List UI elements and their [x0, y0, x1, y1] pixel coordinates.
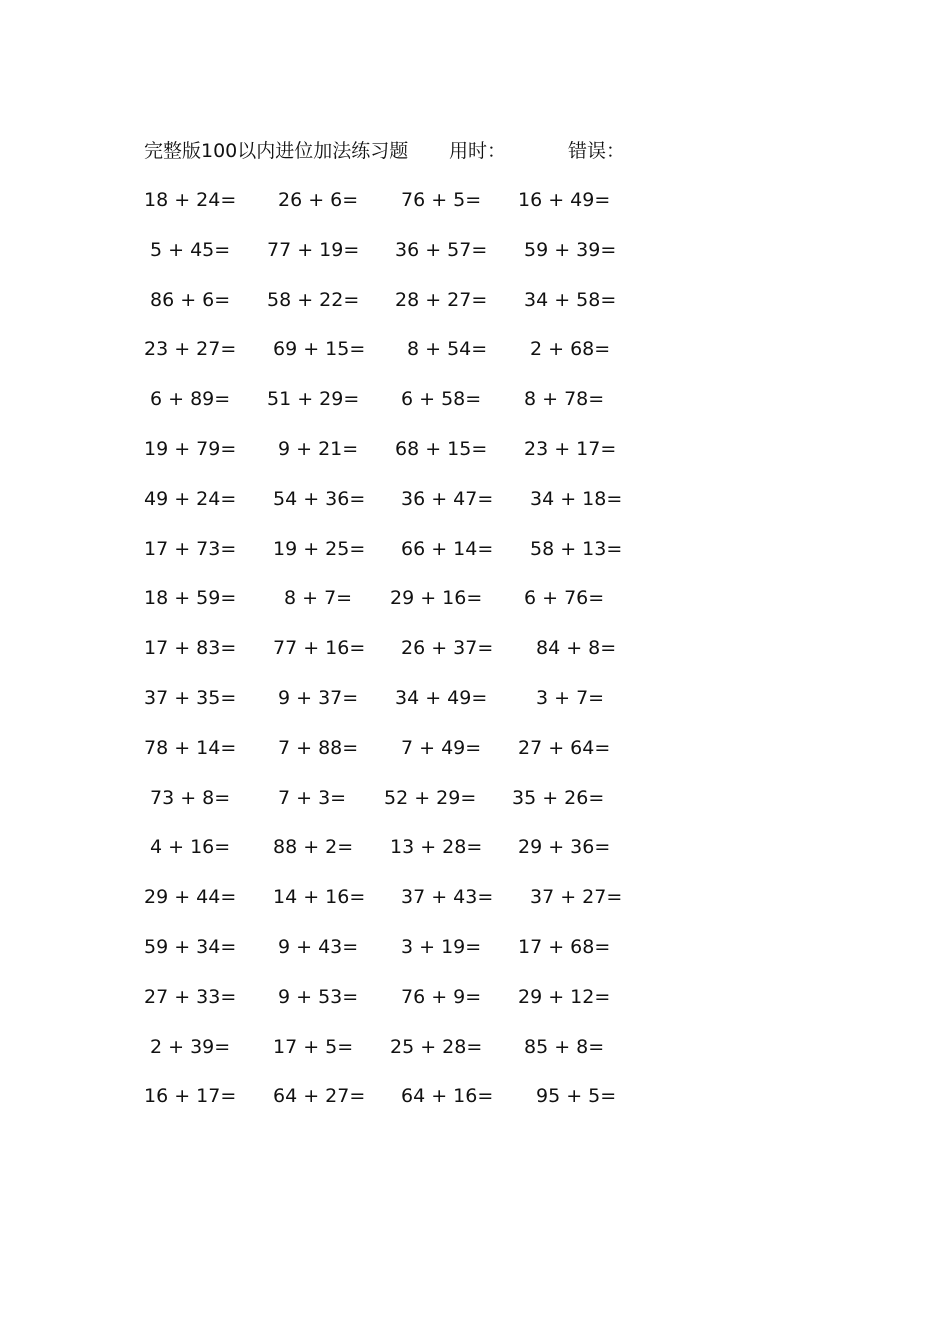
problem-row	[0, 1083, 950, 1133]
problem-row	[0, 585, 950, 635]
addition-problem: 8 + 7=	[284, 587, 353, 610]
addition-problem: 4 + 16=	[150, 836, 231, 859]
worksheet-title: 完整版100以内进位加法练习题	[144, 140, 409, 162]
addition-problem: 3 + 7=	[536, 686, 605, 709]
problem-row	[0, 237, 950, 287]
worksheet-header	[0, 137, 950, 165]
addition-problem: 29 + 16=	[390, 587, 483, 610]
addition-problem: 16 + 17=	[144, 1085, 237, 1108]
error-label: 错误：	[568, 140, 626, 162]
addition-problem: 36 + 47=	[401, 487, 494, 510]
addition-problem: 14 + 16=	[273, 886, 366, 909]
addition-problem: 17 + 5=	[273, 1035, 354, 1058]
problem-row	[0, 1034, 950, 1084]
problem-row	[0, 386, 950, 436]
addition-problem: 9 + 21=	[278, 437, 359, 460]
addition-problem: 26 + 37=	[401, 637, 494, 660]
problem-row	[0, 735, 950, 785]
addition-problem: 2 + 68=	[530, 338, 611, 361]
time-label: 用时：	[449, 140, 507, 162]
addition-problem: 73 + 8=	[150, 786, 231, 809]
problem-row	[0, 436, 950, 486]
addition-problem: 34 + 49=	[395, 686, 488, 709]
addition-problem: 19 + 25=	[273, 537, 366, 560]
addition-problem: 16 + 49=	[518, 189, 611, 211]
addition-problem: 69 + 15=	[273, 338, 366, 361]
problem-row	[0, 984, 950, 1034]
addition-problem: 68 + 15=	[395, 437, 488, 460]
addition-problem: 17 + 68=	[518, 935, 611, 958]
addition-problem: 78 + 14=	[144, 736, 237, 759]
addition-problem: 64 + 16=	[401, 1085, 494, 1108]
addition-problem: 35 + 26=	[512, 786, 605, 809]
addition-problem: 52 + 29=	[384, 786, 477, 809]
problem-row	[0, 336, 950, 386]
addition-problem: 26 + 6=	[278, 189, 359, 211]
addition-problem: 7 + 49=	[401, 736, 482, 759]
addition-problem: 58 + 13=	[530, 537, 623, 560]
addition-problem: 37 + 43=	[401, 886, 494, 909]
addition-problem: 23 + 17=	[524, 437, 617, 460]
problem-row	[0, 287, 950, 337]
addition-problem: 29 + 36=	[518, 836, 611, 859]
problem-row	[0, 685, 950, 735]
addition-problem: 95 + 5=	[536, 1085, 617, 1108]
addition-problem: 5 + 45=	[150, 238, 231, 261]
addition-problem: 13 + 28=	[390, 836, 483, 859]
addition-problem: 76 + 9=	[401, 985, 482, 1008]
addition-problem: 6 + 89=	[150, 388, 231, 411]
addition-problem: 29 + 44=	[144, 886, 237, 909]
problem-row	[0, 635, 950, 685]
addition-problem: 25 + 28=	[390, 1035, 483, 1058]
addition-problem: 59 + 39=	[524, 238, 617, 261]
addition-problem: 59 + 34=	[144, 935, 237, 958]
addition-problem: 7 + 3=	[278, 786, 347, 809]
addition-problem: 77 + 19=	[267, 238, 360, 261]
addition-problem: 8 + 78=	[524, 388, 605, 411]
problem-grid	[0, 187, 950, 1133]
problem-row	[0, 187, 950, 237]
problem-row	[0, 486, 950, 536]
addition-problem: 27 + 33=	[144, 985, 237, 1008]
addition-problem: 37 + 27=	[530, 886, 623, 909]
addition-problem: 66 + 14=	[401, 537, 494, 560]
problem-row	[0, 536, 950, 586]
addition-problem: 7 + 88=	[278, 736, 359, 759]
addition-problem: 9 + 43=	[278, 935, 359, 958]
addition-problem: 2 + 39=	[150, 1035, 231, 1058]
addition-problem: 6 + 76=	[524, 587, 605, 610]
addition-problem: 84 + 8=	[536, 637, 617, 660]
addition-problem: 34 + 18=	[530, 487, 623, 510]
addition-problem: 49 + 24=	[144, 487, 237, 510]
addition-problem: 17 + 83=	[144, 637, 237, 660]
addition-problem: 37 + 35=	[144, 686, 237, 709]
addition-problem: 77 + 16=	[273, 637, 366, 660]
addition-problem: 88 + 2=	[273, 836, 354, 859]
addition-problem: 85 + 8=	[524, 1035, 605, 1058]
addition-problem: 23 + 27=	[144, 338, 237, 361]
addition-problem: 76 + 5=	[401, 189, 482, 211]
addition-problem: 51 + 29=	[267, 388, 360, 411]
addition-problem: 86 + 6=	[150, 288, 231, 311]
addition-problem: 29 + 12=	[518, 985, 611, 1008]
problem-row	[0, 884, 950, 934]
addition-problem: 64 + 27=	[273, 1085, 366, 1108]
addition-problem: 8 + 54=	[407, 338, 488, 361]
addition-problem: 36 + 57=	[395, 238, 488, 261]
problem-row	[0, 934, 950, 984]
addition-problem: 19 + 79=	[144, 437, 237, 460]
addition-problem: 6 + 58=	[401, 388, 482, 411]
problem-row	[0, 785, 950, 835]
problem-row	[0, 834, 950, 884]
addition-problem: 28 + 27=	[395, 288, 488, 311]
addition-problem: 9 + 37=	[278, 686, 359, 709]
addition-problem: 18 + 59=	[144, 587, 237, 610]
addition-problem: 9 + 53=	[278, 985, 359, 1008]
addition-problem: 3 + 19=	[401, 935, 482, 958]
addition-problem: 54 + 36=	[273, 487, 366, 510]
addition-problem: 58 + 22=	[267, 288, 360, 311]
addition-problem: 18 + 24=	[144, 189, 237, 211]
addition-problem: 27 + 64=	[518, 736, 611, 759]
addition-problem: 34 + 58=	[524, 288, 617, 311]
addition-problem: 17 + 73=	[144, 537, 237, 560]
